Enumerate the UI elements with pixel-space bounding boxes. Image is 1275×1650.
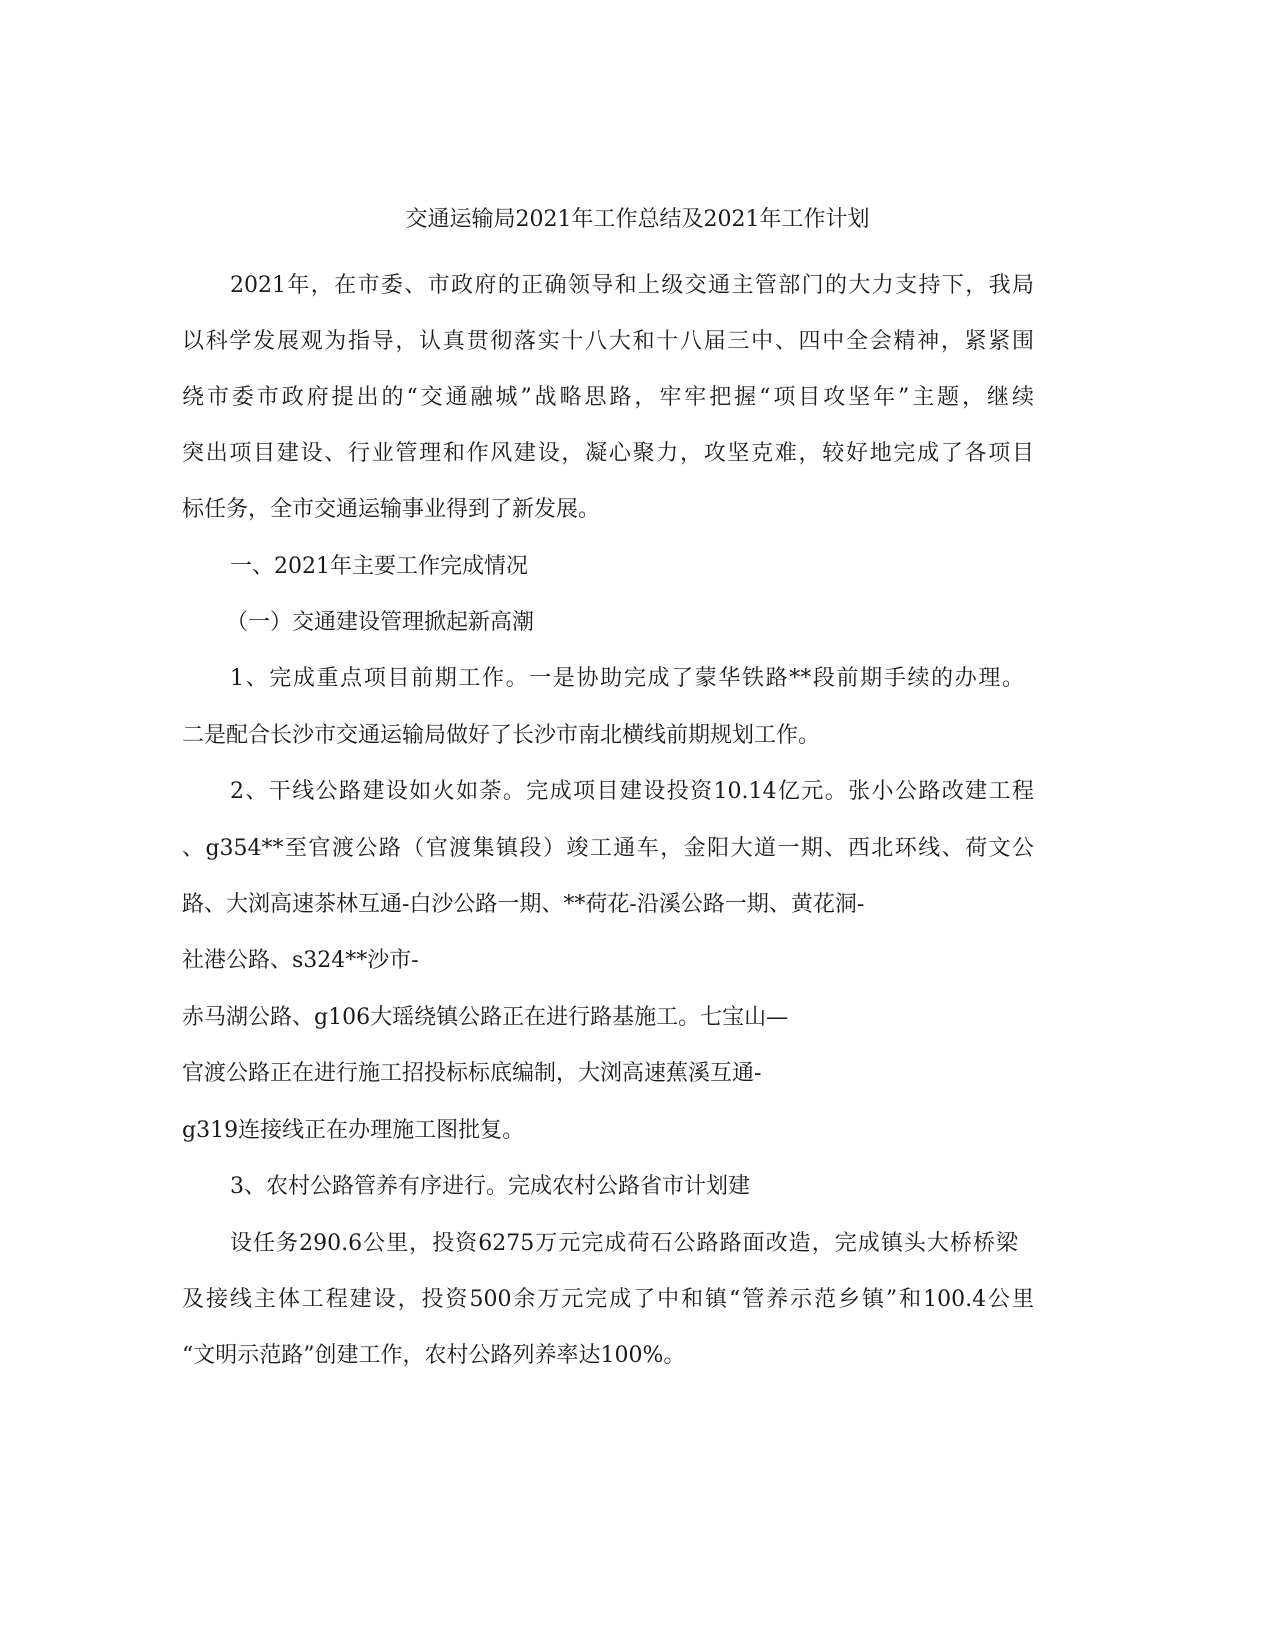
paragraph-line: 官渡公路正在进行施工招投标标底编制，大浏高速蕉溪互通- (182, 1061, 762, 1086)
subsection-heading: （一）交通建设管理掀起新高潮 (226, 610, 535, 635)
paragraph-line: 2021年，在市委、市政府的正确领导和上级交通主管部门的大力支持下，我局 (230, 273, 1034, 298)
paragraph-line: 2、干线公路建设如火如荼。完成项目建设投资10.14亿元。张小公路改建工程 (230, 779, 1034, 804)
paragraph-line: 、g354**至官渡公路（官渡集镇段）竣工通车，金阳大道一期、西北环线、荷文公 (182, 836, 1034, 861)
section-heading: 一、2021年主要工作完成情况 (230, 554, 528, 579)
paragraph-line: 3、农村公路管养有序进行。完成农村公路省市计划建 (230, 1174, 750, 1199)
paragraph-line: 标任务，全市交通运输事业得到了新发展。 (182, 497, 601, 522)
paragraph-line: 社港公路、s324**沙市- (182, 948, 419, 973)
paragraph-line: “文明示范路”创建工作，农村公路列养率达100%。 (182, 1343, 686, 1368)
document-title: 交通运输局2021年工作总结及2021年工作计划 (405, 207, 870, 232)
paragraph-line: 及接线主体工程建设，投资500余万元完成了中和镇“管养示范乡镇”和100.4公里 (182, 1287, 1034, 1312)
paragraph-line: g319连接线正在办理施工图批复。 (182, 1118, 525, 1143)
paragraph-line: 1、完成重点项目前期工作。一是协助完成了蒙华铁路**段前期手续的办理。 (230, 666, 1024, 691)
paragraph-line: 设任务290.6公里，投资6275万元完成荷石公路路面改造，完成镇头大桥桥梁 (230, 1231, 1018, 1256)
paragraph-line: 突出项目建设、行业管理和作风建设，凝心聚力，攻坚克难，较好地完成了各项目 (182, 441, 1034, 466)
paragraph-line: 以科学发展观为指导，认真贯彻落实十八大和十八届三中、四中全会精神，紧紧围 (182, 329, 1034, 354)
paragraph-line: 二是配合长沙市交通运输局做好了长沙市南北横线前期规划工作。 (182, 723, 821, 748)
paragraph-line: 路、大浏高速茶林互通-白沙公路一期、**荷花-沿溪公路一期、黄花洞- (182, 892, 865, 917)
paragraph-line: 绕市委市政府提出的“交通融城”战略思路，牢牢把握“项目攻坚年”主题，继续 (182, 385, 1034, 410)
paragraph-line: 赤马湖公路、g106大瑶绕镇公路正在进行路基施工。七宝山— (182, 1005, 789, 1030)
